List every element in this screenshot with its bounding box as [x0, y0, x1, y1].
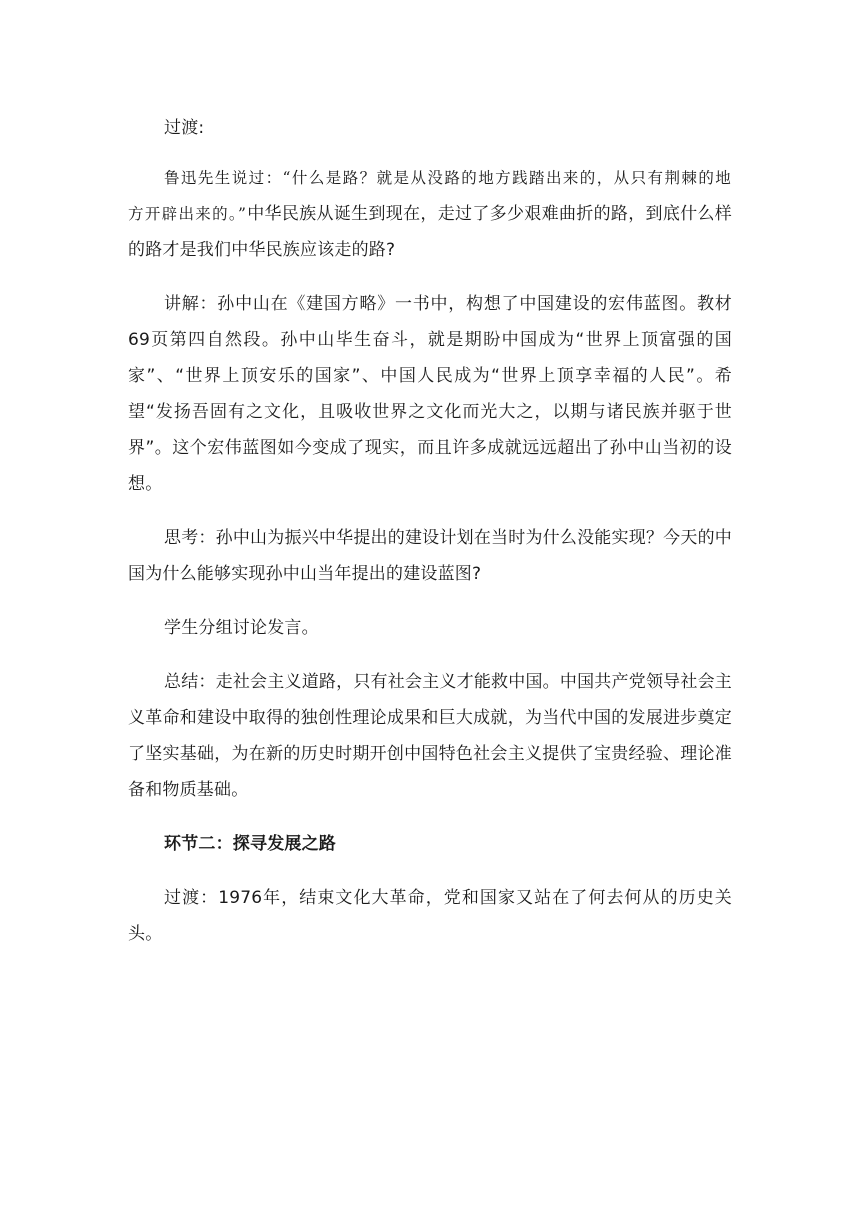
- paragraph-transition-2: 过渡：1976年，结束文化大革命，党和国家又站在了何去何从的历史关头。: [128, 888, 732, 944]
- paragraph-summary: 总结：走社会主义道路，只有社会主义才能救中国。中国共产党领导社会主义革命和建设中取得的独创性理论成果和巨大成就，为当代中国的发展进步奠定了坚实基础，为在新的历史时期开创中国特色社会主义提供了宝贵经验、理论准备和物质基础。: [128, 672, 732, 800]
- lu-xun-quote-text: 鲁迅先生说过：“什么是路？就是从没路的地方践踏出来的，从只有荆棘的地方开辟出来的。”: [128, 169, 732, 223]
- paragraph-reflection-question: 思考：孙中山为振兴中华提出的建设计划在当时为什么没能实现？今天的中国为什么能够实现孙中山当年提出的建设蓝图?: [128, 528, 732, 584]
- paragraph-group-discussion: 学生分组讨论发言。: [164, 618, 319, 638]
- paragraph-lu-xun-quote: [128, 160, 732, 268]
- section-heading-part-two: 环节二：探寻发展之路: [164, 834, 336, 854]
- paragraph-explanation: 讲解：孙中山在《建国方略》一书中，构想了中国建设的宏伟蓝图。教材69页第四自然段。孙中山毕生奋斗，就是期盼中国成为“世界上顶富强的国家”、“世界上顶安乐的国家”、中国人民成为“世界上顶享幸福的人民”。希望“发扬吾固有之文化，且吸收世界之文化而光大之，以期与诸民族并驱于世界”。这个宏伟蓝图如今变成了现实，而且许多成就远远超出了孙中山当初的设想。: [128, 294, 732, 494]
- paragraph-transition-1: 过渡:: [164, 118, 205, 138]
- paragraph-lu-xun-rest: 中华民族从诞生到现在，走过了多少艰难曲折的路，到底什么样的路才是我们中华民族应该走的路?: [128, 204, 732, 260]
- document-body: [128, 110, 732, 952]
